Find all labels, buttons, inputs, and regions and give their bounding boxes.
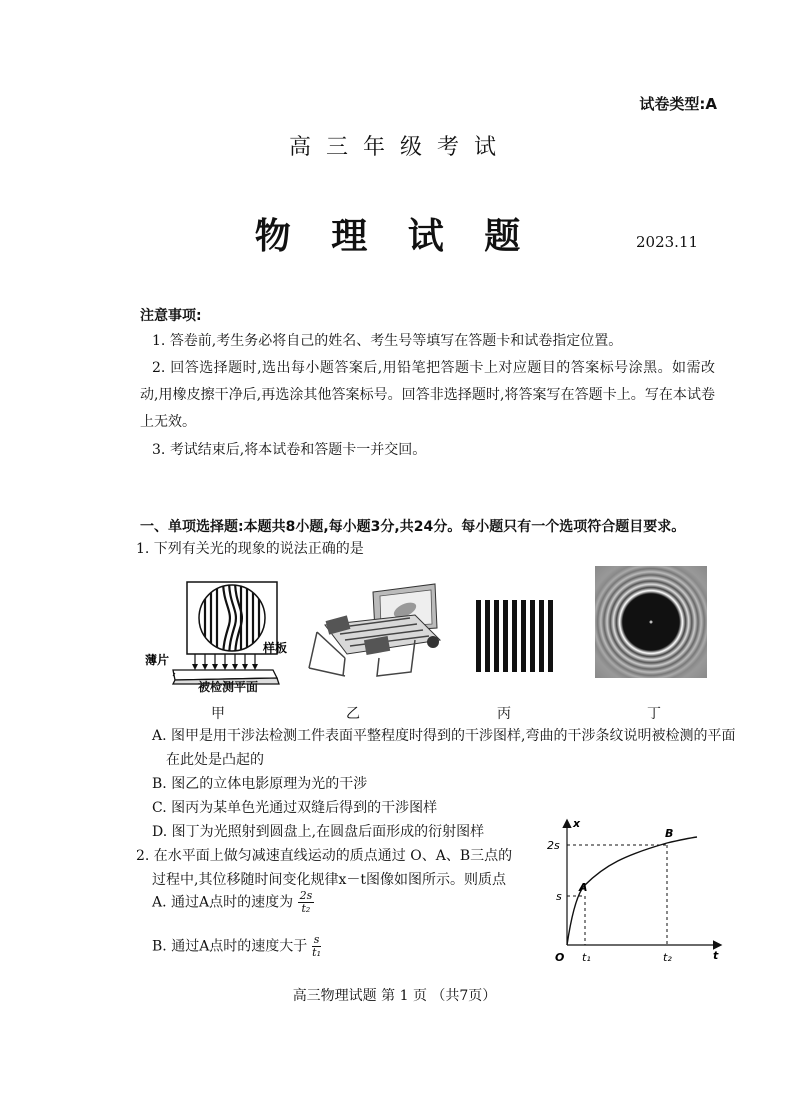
q2-option-a-text: A. 通过A点时的速度为 — [152, 894, 294, 911]
q1-option-d: D. 图丁为光照射到圆盘上,在圆盘后面形成的衍射图样 — [152, 824, 485, 840]
exam-title: 高 三 年 级 考 试 — [289, 135, 500, 160]
fraction-denominator: t₁ — [312, 946, 322, 959]
note-text: 回答选择题时,选出每小题答案后,用铅笔把答题卡上对应题目的答案标号涂黑。如需改动,用橡皮擦干净后,再选涂其他答案标号。回答非选择题时,将答案写在答题卡上。写在本试卷上无效。 — [140, 360, 715, 430]
notes-heading: 注意事项: — [140, 308, 202, 324]
template-label: 样板 — [263, 641, 288, 655]
x-tick-t2: t₂ — [663, 951, 672, 964]
point-b-label: B — [665, 827, 674, 840]
note-item-1 — [140, 328, 715, 355]
note-item-3 — [140, 437, 715, 464]
q2-option-b — [152, 934, 452, 959]
q2-option-a — [152, 890, 452, 915]
origin-label: O — [555, 951, 565, 964]
page-footer: 高三物理试题 第 1 页 （共7页） — [292, 988, 497, 1004]
figure-bing — [474, 600, 556, 672]
question-1-stem: 1. 下列有关光的现象的说法正确的是 — [136, 541, 364, 557]
q1-option-c: C. 图丙为某单色光通过双缝后得到的干涉图样 — [152, 800, 438, 816]
y-axis-label: x — [573, 817, 581, 830]
question-2-stem-line1: 2. 在水平面上做匀减速直线运动的质点通过 O、A、B三点的 — [136, 848, 513, 864]
xt-graph — [545, 815, 725, 970]
figure-ding — [595, 566, 707, 678]
figure-yi — [305, 580, 455, 680]
x-tick-t1: t₁ — [582, 951, 591, 964]
q2-option-b-text: B. 通过A点时的速度大于 — [152, 938, 308, 955]
caption-ding: 丁 — [647, 706, 661, 722]
subject-title: 物 理 试 题 — [254, 215, 535, 257]
q2-option-b-fraction — [312, 934, 322, 959]
plane-label: 被检测平面 — [198, 680, 259, 694]
section-title: 一、单项选择题:本题共8小题,每小题3分,共24分。每小题只有一个选项符合题目要求。 — [140, 519, 686, 535]
caption-yi: 乙 — [346, 706, 360, 722]
fraction-numerator: s — [313, 933, 320, 946]
paper-type-label: 试卷类型:A — [639, 95, 717, 113]
exam-date: 2023.11 — [636, 233, 699, 251]
figure-jia — [145, 580, 295, 690]
y-tick-s: s — [556, 890, 562, 903]
y-tick-2s: 2s — [547, 839, 560, 852]
q1-option-a: A. 图甲是用干涉法检测工件表面平整程度时得到的干涉图样,弯曲的干涉条纹说明被检测的平面在此处是凸起的 — [152, 728, 736, 768]
caption-bing: 丙 — [497, 706, 511, 722]
note-text: 答卷前,考生务必将自己的姓名、考生号等填写在答题卡和试卷指定位置。 — [169, 333, 623, 349]
q2-option-a-fraction — [298, 890, 315, 915]
note-item-2 — [140, 355, 715, 436]
film-label: 薄片 — [145, 653, 170, 667]
caption-jia: 甲 — [211, 706, 225, 722]
fraction-numerator: 2s — [299, 889, 313, 902]
fraction-denominator: t₂ — [301, 902, 311, 915]
point-a-label: A — [579, 881, 588, 894]
note-number: 1. — [152, 333, 166, 349]
note-number: 2. — [152, 360, 166, 376]
q1-option-b: B. 图乙的立体电影原理为光的干涉 — [152, 776, 368, 792]
question-2-stem-line2: 过程中,其位移随时间变化规律x－t图像如图所示。则质点 — [152, 872, 506, 888]
note-text: 考试结束后,将本试卷和答题卡一并交回。 — [169, 442, 427, 458]
x-axis-label: t — [713, 949, 719, 962]
note-number: 3. — [152, 442, 166, 458]
